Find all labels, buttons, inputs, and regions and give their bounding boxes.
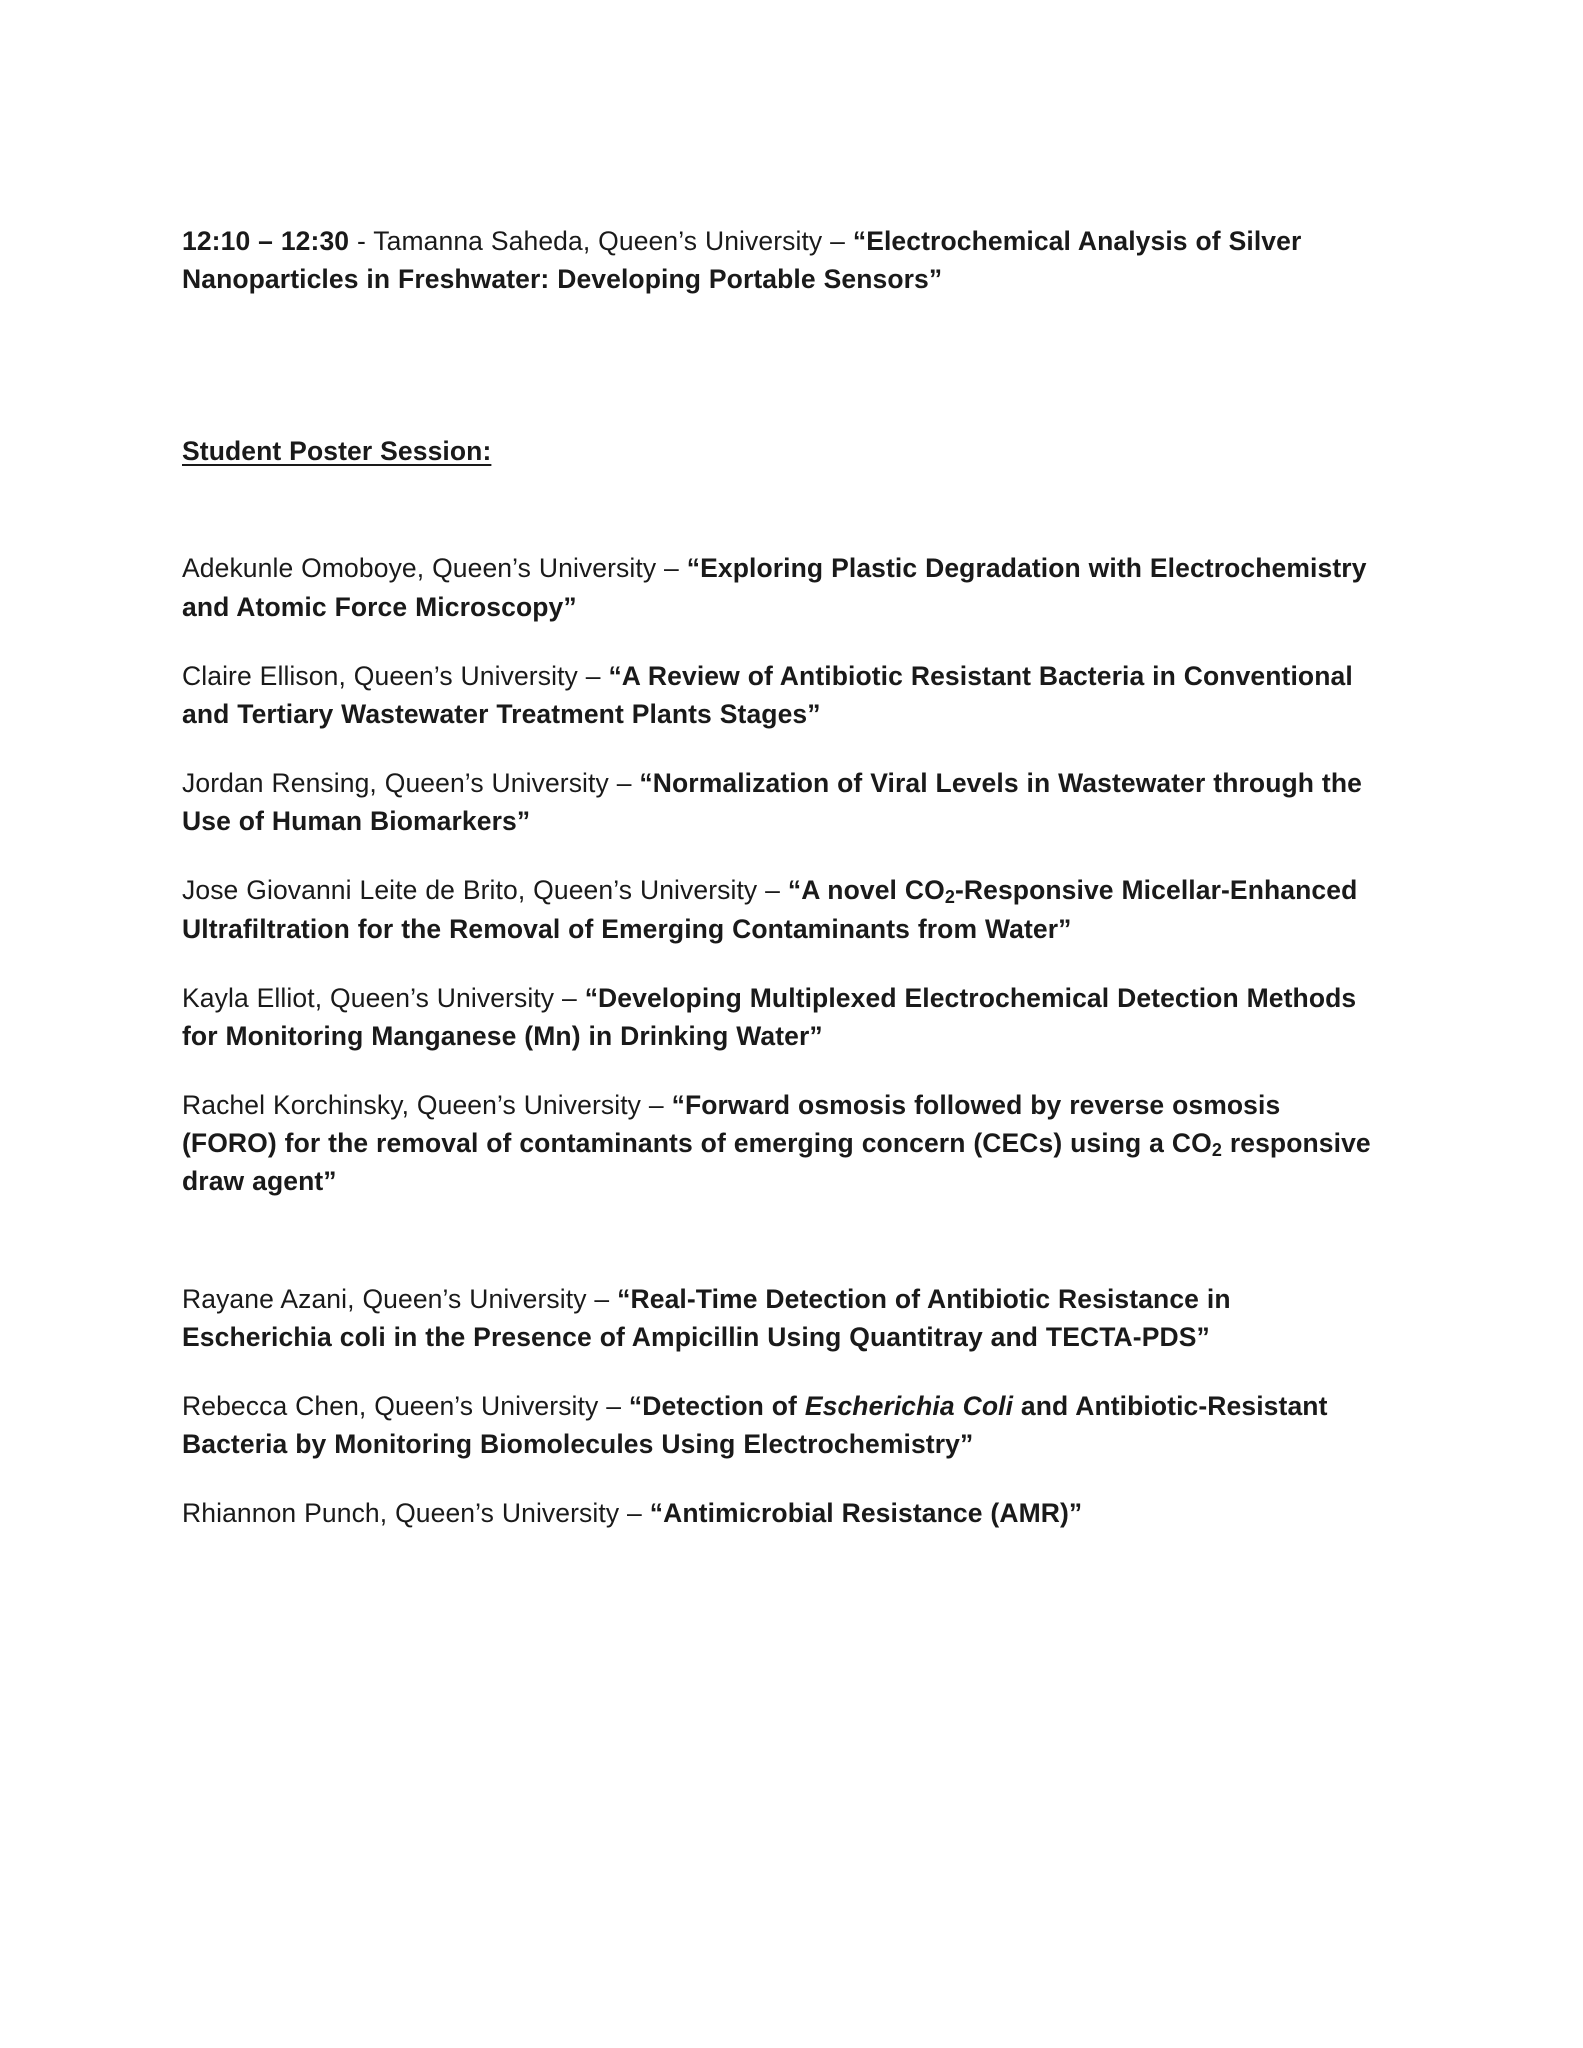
poster-presenter: Jordan Rensing, Queen’s University –	[182, 768, 640, 799]
poster-title-species: Escherichia Coli	[804, 1390, 1014, 1421]
poster-title: “Real-Time Detection of Antibiotic Resistance in Escherichia coli in the Presence of Ampicillin Using Quantitray and TECTA-PDS”	[182, 1283, 1231, 1352]
poster-title-part: “Detection of	[628, 1390, 805, 1421]
poster-entry	[182, 1387, 1373, 1463]
poster-title: “A Review of Antibiotic Resistant Bacteria in Conventional and Tertiary Wastewater Treatment Plants Stages”	[182, 660, 1353, 729]
poster-presenter: Adekunle Omoboye, Queen’s University –	[182, 553, 687, 584]
poster-title: “Exploring Plastic Degradation with Electrochemistry and Atomic Force Microscopy”	[182, 553, 1367, 622]
poster-entry	[182, 657, 1373, 733]
spacer-before-section-heading	[182, 329, 1373, 432]
schedule-entry-title: “Electrochemical Analysis of Silver Nanoparticles in Freshwater: Developing Portable Sensors”	[182, 226, 1302, 295]
poster-presenter: Jose Giovanni Leite de Brito, Queen’s University –	[182, 875, 788, 906]
poster-title: “Normalization of Viral Levels in Wastewater through the Use of Human Biomarkers”	[182, 768, 1362, 837]
poster-presenter: Rayane Azani, Queen’s University –	[182, 1283, 618, 1314]
poster-title-part: -Responsive Micellar-Enhanced Ultrafiltration for the Removal of Emerging Contaminants from Water”	[182, 875, 1358, 944]
poster-presenter: Rhiannon Punch, Queen’s University –	[182, 1498, 650, 1529]
poster-entry	[182, 1086, 1373, 1200]
poster-presenter: Rachel Korchinsky, Queen’s University –	[182, 1090, 672, 1121]
poster-title-part: “Forward osmosis followed by reverse osmosis (FORO) for the removal of contaminants of emerging concern (CECs) using a CO	[182, 1090, 1281, 1159]
poster-presenter: Claire Ellison, Queen’s University –	[182, 660, 609, 691]
poster-title: “Developing Multiplexed Electrochemical Detection Methods for Monitoring Manganese (Mn) in Drinking Water”	[182, 982, 1357, 1051]
subscript-two: 2	[1211, 1140, 1222, 1161]
schedule-entry-speaker: Tamanna Saheda, Queen’s University –	[373, 226, 853, 256]
schedule-entry	[182, 222, 1373, 298]
poster-title-part: “A novel CO	[787, 875, 945, 906]
section-heading: Student Poster Session:	[182, 436, 492, 467]
poster-title: “Antimicrobial Resistance (AMR)”	[649, 1498, 1083, 1529]
poster-entry	[182, 871, 1373, 947]
poster-entry	[182, 549, 1373, 625]
poster-entry	[182, 1280, 1373, 1356]
schedule-entry-time: 12:10 – 12:30	[182, 226, 350, 256]
poster-entry	[182, 979, 1373, 1055]
poster-title-part: responsive draw agent”	[182, 1128, 1371, 1197]
poster-entry	[182, 764, 1373, 840]
subscript-two: 2	[944, 887, 955, 908]
spacer-between-posters	[182, 1232, 1373, 1280]
section-heading-row	[182, 432, 1373, 470]
poster-presenter: Kayla Elliot, Queen’s University –	[182, 982, 585, 1013]
spacer-after-section-heading	[182, 501, 1373, 549]
poster-title-part: and Antibiotic-Resistant Bacteria by Monitoring Biomolecules Using Electrochemistry”	[182, 1390, 1328, 1459]
schedule-entry-separator: -	[349, 226, 374, 256]
poster-presenter: Rebecca Chen, Queen’s University –	[182, 1390, 629, 1421]
poster-entry	[182, 1494, 1373, 1532]
